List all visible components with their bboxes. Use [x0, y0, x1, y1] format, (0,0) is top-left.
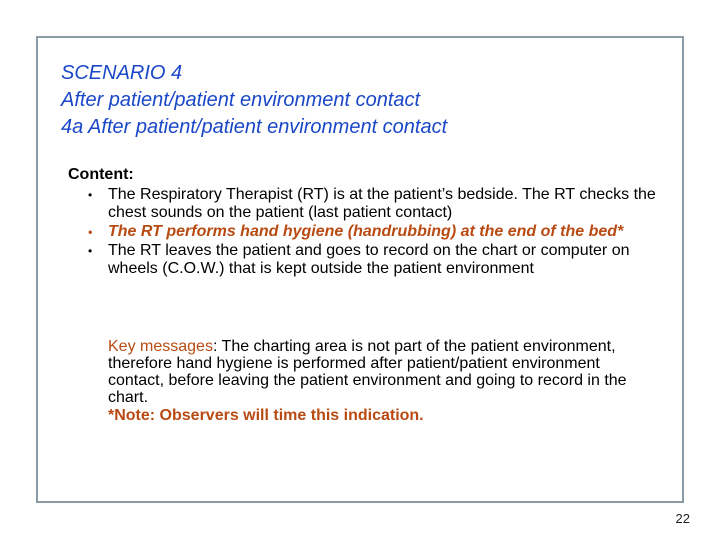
bullet-list: [68, 186, 658, 278]
bullet-icon: •: [88, 188, 93, 202]
list-item: [68, 186, 658, 222]
observer-note: *Note: Observers will time this indication.: [108, 407, 424, 424]
bullet-icon: •: [88, 225, 93, 239]
title-line-1: SCENARIO 4: [61, 62, 183, 84]
key-messages-label: Key messages: [108, 338, 213, 355]
list-item: [68, 223, 658, 241]
title-line-3: 4a After patient/patient environment contact: [61, 116, 448, 138]
page-number: 22: [675, 511, 690, 526]
title-line-2: After patient/patient environment contact: [61, 89, 421, 111]
bullet-icon: •: [88, 244, 93, 258]
bullet-text-highlighted: The RT performs hand hygiene (handrubbing) at the end of the bed*: [108, 223, 624, 240]
key-messages-text: : The charting area is not part of the patient environment, therefore hand hygiene is performed after patient/patient environment contact, before leaving the patient environment and going to record in the chart.: [108, 338, 627, 406]
slide-title: [61, 60, 661, 141]
content-section: [68, 166, 658, 279]
list-item: [68, 242, 658, 278]
key-messages: [108, 338, 628, 424]
bullet-text: The RT leaves the patient and goes to record on the chart or computer on wheels (C.O.W.) that is kept outside the patient environment: [108, 242, 630, 277]
bullet-text: The Respiratory Therapist (RT) is at the patient’s bedside. The RT checks the chest sounds on the patient (last patient contact): [108, 186, 656, 221]
content-heading: Content:: [68, 166, 134, 183]
